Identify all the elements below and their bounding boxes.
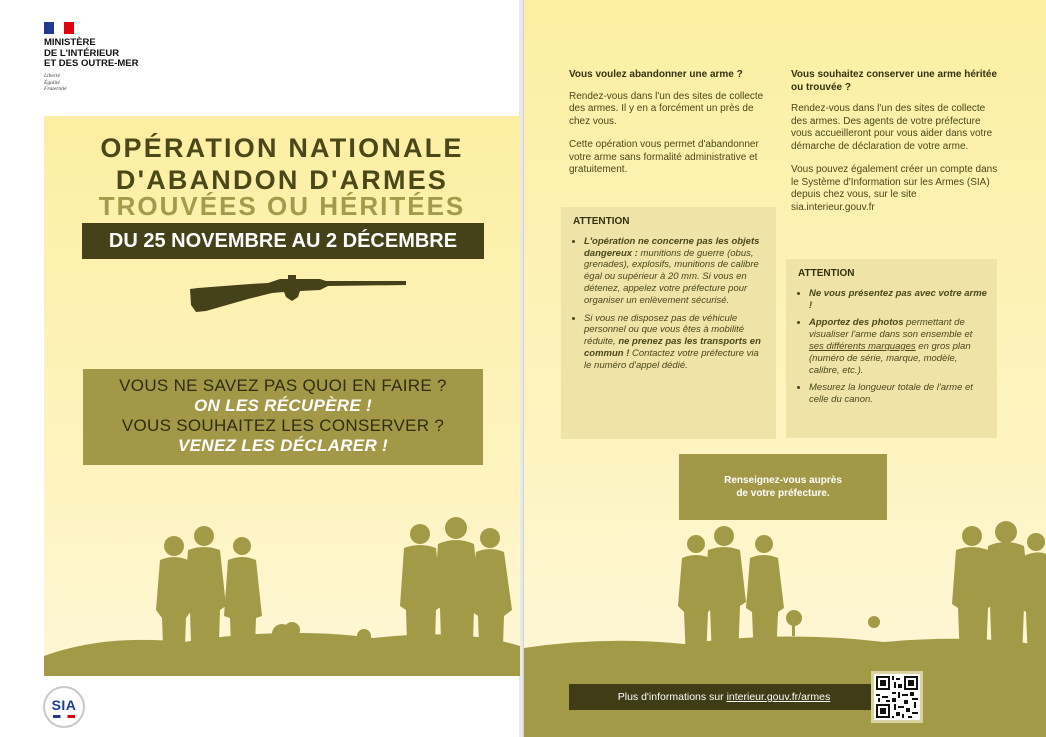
attention-item bbox=[809, 382, 987, 406]
more-info-link[interactable]: interieur.gouv.fr/armes bbox=[726, 691, 831, 703]
attention-item-underline: ses différents marquages bbox=[809, 340, 916, 352]
motto-line: Égalité bbox=[44, 79, 60, 86]
prefecture-line: de votre préfecture. bbox=[736, 488, 830, 499]
dates-banner: DU 25 NOVEMBRE AU 2 DÉCEMBRE bbox=[82, 223, 484, 259]
ministry-name bbox=[44, 38, 138, 70]
attention-item-bold: L'opération ne concerne pas les objets dangereux : bbox=[584, 235, 760, 259]
sia-logo-icon bbox=[43, 686, 85, 728]
abandon-heading: Vous voulez abandonner une arme ? bbox=[569, 69, 743, 80]
attention-item bbox=[809, 288, 987, 312]
call-to-action-box bbox=[83, 369, 483, 465]
attention-item-text: Contactez votre préfecture via le numéro d'appel dédié. bbox=[584, 347, 759, 371]
attention-item bbox=[584, 313, 766, 372]
abandon-column bbox=[569, 69, 765, 188]
french-flag-icon bbox=[44, 22, 74, 34]
rifle-icon bbox=[188, 271, 408, 313]
attention-box-keep bbox=[786, 259, 997, 438]
keep-paragraph: Rendez-vous dans l'un des sites de collecte des armes. Des agents de votre préfecture vous accueilleront pour vous aider dans votre démarche de déclaration de votre arme. bbox=[791, 103, 993, 152]
keep-column bbox=[791, 69, 1001, 225]
people-silhouettes bbox=[44, 506, 520, 676]
poster bbox=[44, 116, 520, 676]
sia-logo-text: SIA bbox=[51, 697, 77, 713]
abandon-paragraph: Cette opération vous permet d'abandonner votre arme sans formalité administrative et gratuitement. bbox=[569, 139, 759, 175]
question-2: VOUS SOUHAITEZ LES CONSERVER ? bbox=[121, 416, 445, 435]
keep-paragraph: Vous pouvez également créer un compte dans le Système d'Information sur les Armes (SIA) depuis chez vous, sur le site sia.interieur.gouv.fr bbox=[791, 164, 998, 213]
title-line: D'ABANDON D'ARMES bbox=[115, 165, 449, 195]
ministry-line: DE L'INTÉRIEUR bbox=[44, 47, 120, 59]
prefecture-line: Renseignez-vous auprès bbox=[724, 475, 842, 486]
republic-motto bbox=[44, 73, 67, 93]
attention-title: ATTENTION bbox=[798, 268, 855, 279]
ministry-line: MINISTÈRE bbox=[44, 37, 96, 48]
attention-item-text: Mesurez la longueur totale de l'arme et celle du canon. bbox=[809, 382, 973, 406]
motto-line: Fraternité bbox=[44, 86, 67, 92]
attention-box-abandon bbox=[561, 207, 776, 439]
attention-item-bold: Apportez des photos bbox=[809, 317, 904, 329]
ministry-line: ET DES OUTRE-MER bbox=[44, 58, 139, 69]
qr-code-pattern bbox=[874, 674, 920, 720]
poster-title bbox=[44, 132, 520, 196]
attention-item bbox=[584, 236, 766, 307]
left-page bbox=[0, 0, 519, 737]
attention-item-text: Si vous ne disposez pas de véhicule personnel ou que vous êtes à mobilité réduite, bbox=[584, 312, 745, 348]
attention-item bbox=[809, 317, 987, 376]
right-page bbox=[523, 0, 1046, 737]
attention-title: ATTENTION bbox=[573, 216, 630, 227]
more-info-text: Plus d'informations sur bbox=[617, 691, 727, 703]
title-line: OPÉRATION NATIONALE bbox=[100, 133, 464, 163]
prefecture-box bbox=[679, 454, 887, 520]
question-1: VOUS NE SAVEZ PAS QUOI EN FAIRE ? bbox=[119, 376, 447, 395]
answer-2: VENEZ LES DÉCLARER ! bbox=[177, 436, 389, 455]
answer-1: ON LES RÉCUPÈRE ! bbox=[194, 396, 372, 415]
qr-code-icon bbox=[871, 671, 923, 723]
people-silhouettes bbox=[524, 518, 1046, 660]
poster-subtitle: TROUVÉES OU HÉRITÉES bbox=[98, 191, 466, 221]
motto-line: Liberté bbox=[44, 73, 60, 79]
attention-item-bold: Ne vous présentez pas avec votre arme ! bbox=[809, 287, 987, 311]
more-info-bar bbox=[569, 684, 879, 710]
keep-heading: Vous souhaitez conserver une arme héritée ou trouvée ? bbox=[791, 69, 998, 93]
attention-item-text: munitions de guerre (obus, grenades), explosifs, munitions de calibre égal ou supérieur à 20 mm. Si vous en détenez, appelez votre préfecture pour organiser un enlèvement sécurisé. bbox=[584, 247, 759, 306]
attention-item-text: permettant de visualiser l'arme dans son ensemble et bbox=[809, 317, 973, 341]
attention-item-bold: ne prenez pas les transports en commun ! bbox=[584, 336, 761, 359]
abandon-paragraph: Rendez-vous dans l'un des sites de collecte des armes. Il y en a forcément un près de chez vous. bbox=[569, 90, 764, 127]
attention-item-text: en gros plan (numéro de série, marque, modèle, calibre, etc.). bbox=[809, 340, 971, 376]
